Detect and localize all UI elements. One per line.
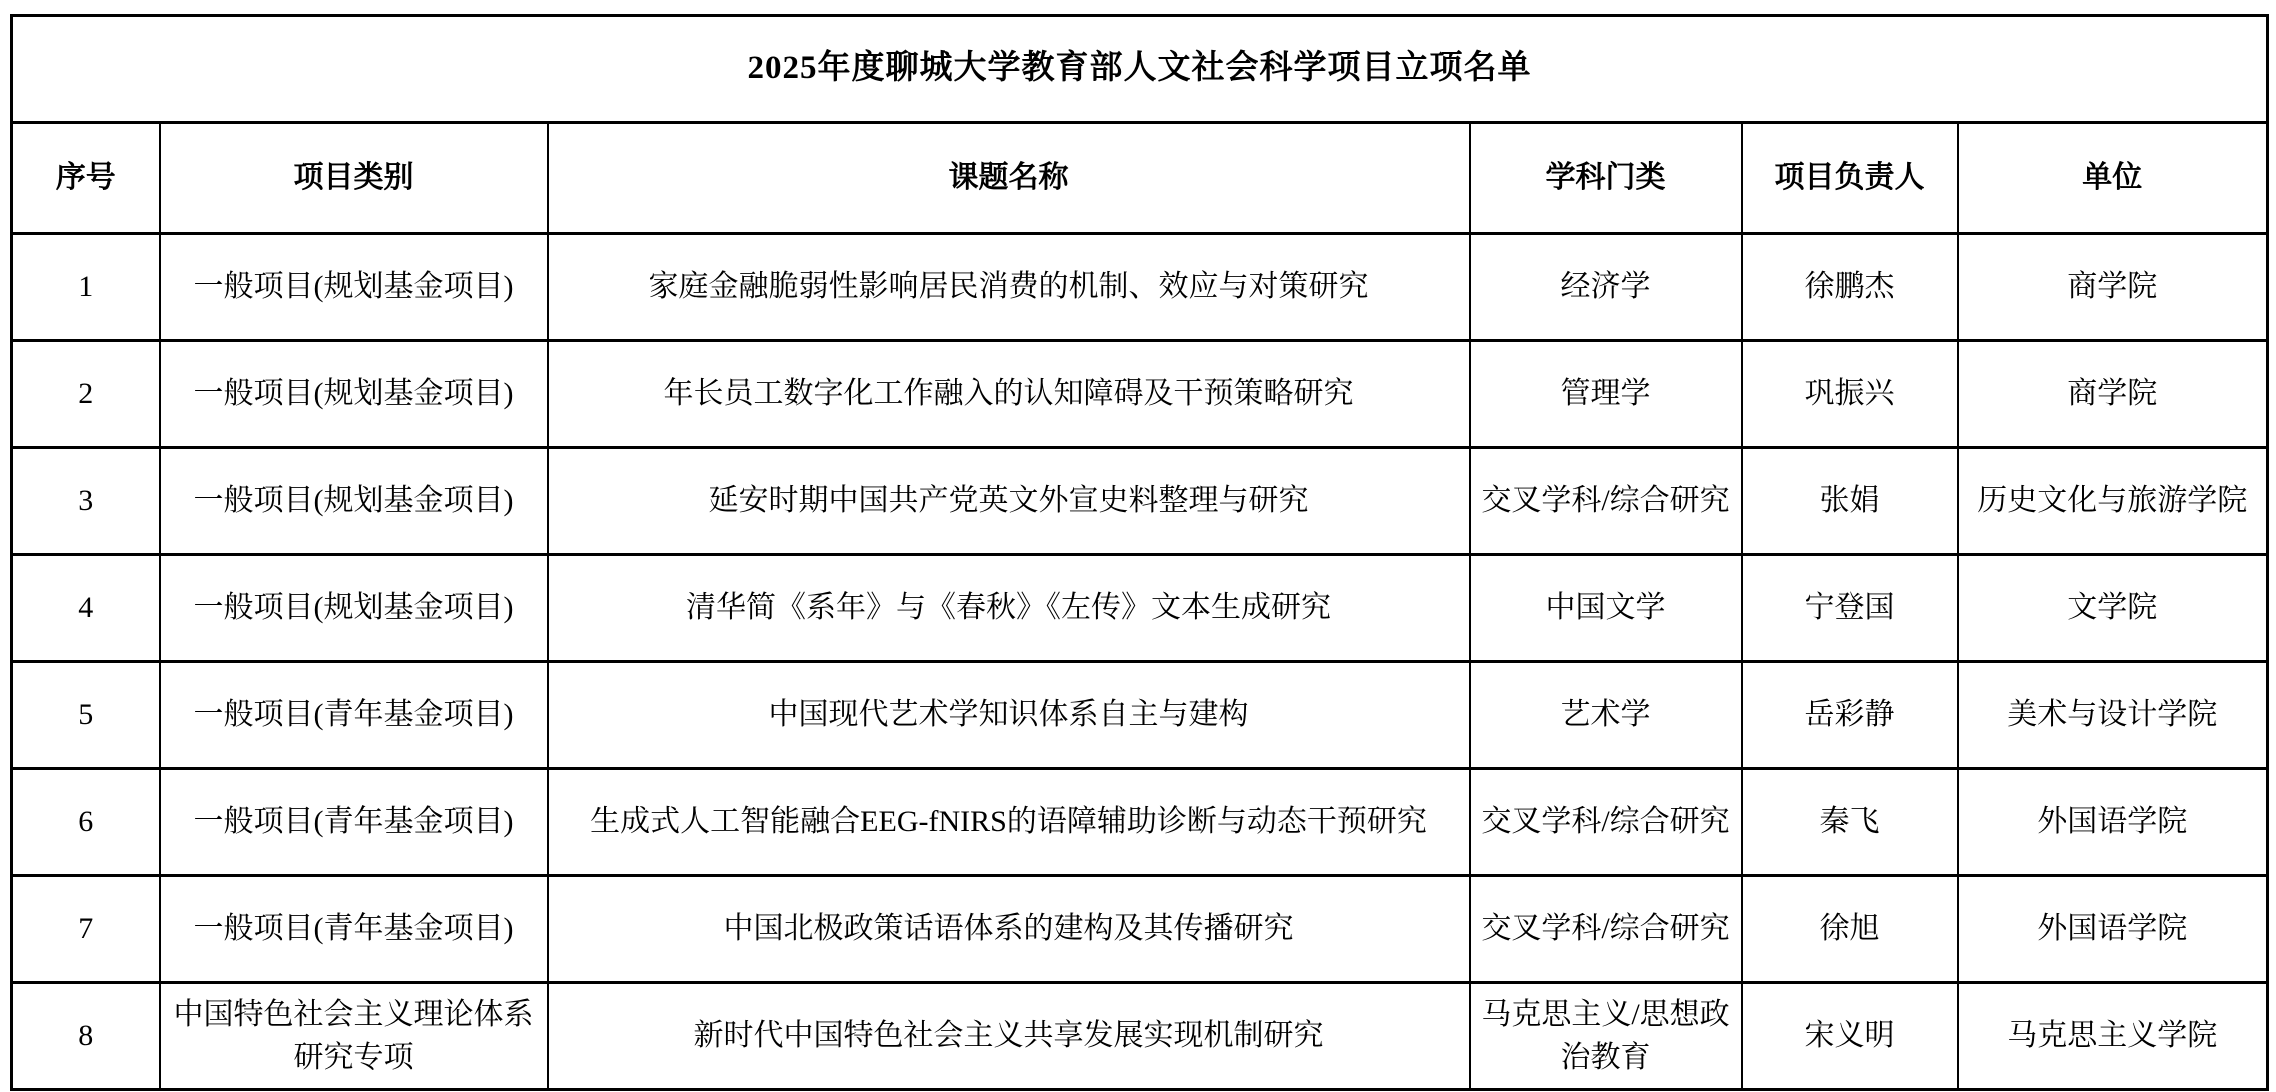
cell-index: 2	[12, 341, 160, 448]
cell-leader: 秦飞	[1742, 769, 1958, 876]
table-row	[12, 341, 2268, 448]
cell-index: 7	[12, 876, 160, 983]
cell-leader: 岳彩静	[1742, 662, 1958, 769]
cell-leader: 宁登国	[1742, 555, 1958, 662]
cell-topic-name: 新时代中国特色社会主义共享发展实现机制研究	[548, 983, 1470, 1090]
col-header-leader: 项目负责人	[1742, 123, 1958, 234]
cell-leader: 徐旭	[1742, 876, 1958, 983]
table-row	[12, 555, 2268, 662]
cell-leader: 徐鹏杰	[1742, 234, 1958, 341]
cell-category: 一般项目(规划基金项目)	[160, 234, 548, 341]
cell-index: 6	[12, 769, 160, 876]
table-row	[12, 769, 2268, 876]
cell-discipline: 交叉学科/综合研究	[1470, 876, 1742, 983]
cell-unit: 文学院	[1958, 555, 2268, 662]
cell-index: 5	[12, 662, 160, 769]
cell-unit: 外国语学院	[1958, 769, 2268, 876]
cell-category: 一般项目(规划基金项目)	[160, 448, 548, 555]
cell-index: 8	[12, 983, 160, 1090]
cell-leader: 宋义明	[1742, 983, 1958, 1090]
col-header-topic-name: 课题名称	[548, 123, 1470, 234]
cell-topic-name: 清华简《系年》与《春秋》《左传》文本生成研究	[548, 555, 1470, 662]
table-row	[12, 448, 2268, 555]
cell-index: 3	[12, 448, 160, 555]
cell-leader: 张娟	[1742, 448, 1958, 555]
table-row	[12, 983, 2268, 1090]
cell-discipline: 经济学	[1470, 234, 1742, 341]
table-title: 2025年度聊城大学教育部人文社会科学项目立项名单	[12, 16, 2268, 123]
col-header-discipline: 学科门类	[1470, 123, 1742, 234]
col-header-unit: 单位	[1958, 123, 2268, 234]
cell-category: 一般项目(规划基金项目)	[160, 555, 548, 662]
cell-leader: 巩振兴	[1742, 341, 1958, 448]
header-row	[12, 123, 2268, 234]
col-header-category: 项目类别	[160, 123, 548, 234]
cell-discipline: 马克思主义/思想政治教育	[1470, 983, 1742, 1090]
cell-unit: 历史文化与旅游学院	[1958, 448, 2268, 555]
cell-category: 中国特色社会主义理论体系研究专项	[160, 983, 548, 1090]
cell-topic-name: 生成式人工智能融合EEG-fNIRS的语障辅助诊断与动态干预研究	[548, 769, 1470, 876]
cell-topic-name: 家庭金融脆弱性影响居民消费的机制、效应与对策研究	[548, 234, 1470, 341]
cell-discipline: 交叉学科/综合研究	[1470, 448, 1742, 555]
cell-topic-name: 中国北极政策话语体系的建构及其传播研究	[548, 876, 1470, 983]
table-row	[12, 662, 2268, 769]
cell-unit: 马克思主义学院	[1958, 983, 2268, 1090]
table-row	[12, 876, 2268, 983]
cell-unit: 商学院	[1958, 234, 2268, 341]
cell-unit: 外国语学院	[1958, 876, 2268, 983]
project-approval-table	[10, 14, 2269, 1091]
cell-discipline: 交叉学科/综合研究	[1470, 769, 1742, 876]
cell-discipline: 中国文学	[1470, 555, 1742, 662]
cell-topic-name: 中国现代艺术学知识体系自主与建构	[548, 662, 1470, 769]
cell-unit: 商学院	[1958, 341, 2268, 448]
table-row	[12, 234, 2268, 341]
title-row	[12, 16, 2268, 123]
cell-category: 一般项目(青年基金项目)	[160, 662, 548, 769]
cell-index: 1	[12, 234, 160, 341]
cell-category: 一般项目(青年基金项目)	[160, 769, 548, 876]
cell-topic-name: 年长员工数字化工作融入的认知障碍及干预策略研究	[548, 341, 1470, 448]
cell-category: 一般项目(青年基金项目)	[160, 876, 548, 983]
col-header-index: 序号	[12, 123, 160, 234]
cell-category: 一般项目(规划基金项目)	[160, 341, 548, 448]
cell-unit: 美术与设计学院	[1958, 662, 2268, 769]
cell-index: 4	[12, 555, 160, 662]
cell-topic-name: 延安时期中国共产党英文外宣史料整理与研究	[548, 448, 1470, 555]
cell-discipline: 艺术学	[1470, 662, 1742, 769]
cell-discipline: 管理学	[1470, 341, 1742, 448]
